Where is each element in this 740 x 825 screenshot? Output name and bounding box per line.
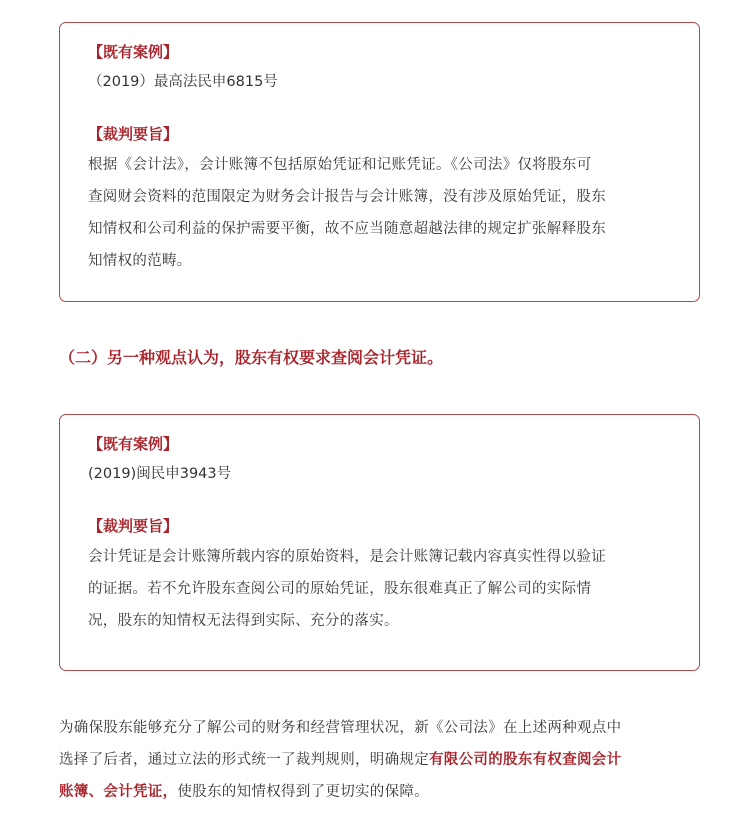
ruling-gist-label: 【裁判要旨】 bbox=[88, 517, 179, 535]
conclusion-highlight: 账簿、会计凭证， bbox=[59, 784, 178, 800]
gist-line: 的证据。若不允许股东查阅公司的原始凭证，股东很难真正了解公司的实际情 bbox=[88, 581, 592, 597]
ruling-gist-text bbox=[88, 541, 671, 637]
ruling-gist-label: 【裁判要旨】 bbox=[88, 125, 179, 143]
conclusion-highlight: 有限公司的股东有权查阅会计 bbox=[429, 752, 622, 768]
existing-cases-label: 【既有案例】 bbox=[88, 43, 179, 61]
ruling-gist-text bbox=[88, 149, 671, 277]
conclusion-paragraph bbox=[59, 712, 719, 808]
case-number: (2019)闽民申3943号 bbox=[88, 466, 232, 482]
existing-cases-label: 【既有案例】 bbox=[88, 435, 179, 453]
case-box-1 bbox=[59, 22, 700, 302]
conclusion-text: 使股东的知情权得到了更切实的保障。 bbox=[177, 784, 430, 800]
gist-line: 知情权的范畴。 bbox=[88, 253, 192, 269]
section-heading: （二）另一种观点认为，股东有权要求查阅会计凭证。 bbox=[59, 348, 444, 367]
conclusion-line-3 bbox=[59, 776, 719, 808]
gist-line: 会计凭证是会计账簿所载内容的原始资料，是会计账簿记载内容真实性得以验证 bbox=[88, 549, 606, 565]
conclusion-text: 选择了后者，通过立法的形式统一了裁判规则，明确规定 bbox=[59, 752, 429, 768]
gist-line: 查阅财会资料的范围限定为财务会计报告与会计账簿，没有涉及原始凭证，股东 bbox=[88, 189, 606, 205]
gist-line: 知情权和公司利益的保护需要平衡，故不应当随意超越法律的规定扩张解释股东 bbox=[88, 221, 606, 237]
case-box-2 bbox=[59, 414, 700, 671]
case-number: （2019）最高法民申6815号 bbox=[88, 74, 278, 90]
conclusion-line-2 bbox=[59, 744, 719, 776]
gist-line: 况，股东的知情权无法得到实际、充分的落实。 bbox=[88, 613, 399, 629]
gist-line: 根据《会计法》，会计账簿不包括原始凭证和记账凭证。《公司法》仅将股东可 bbox=[88, 157, 592, 173]
conclusion-line-1: 为确保股东能够充分了解公司的财务和经营管理状况，新《公司法》在上述两种观点中 bbox=[59, 720, 622, 736]
